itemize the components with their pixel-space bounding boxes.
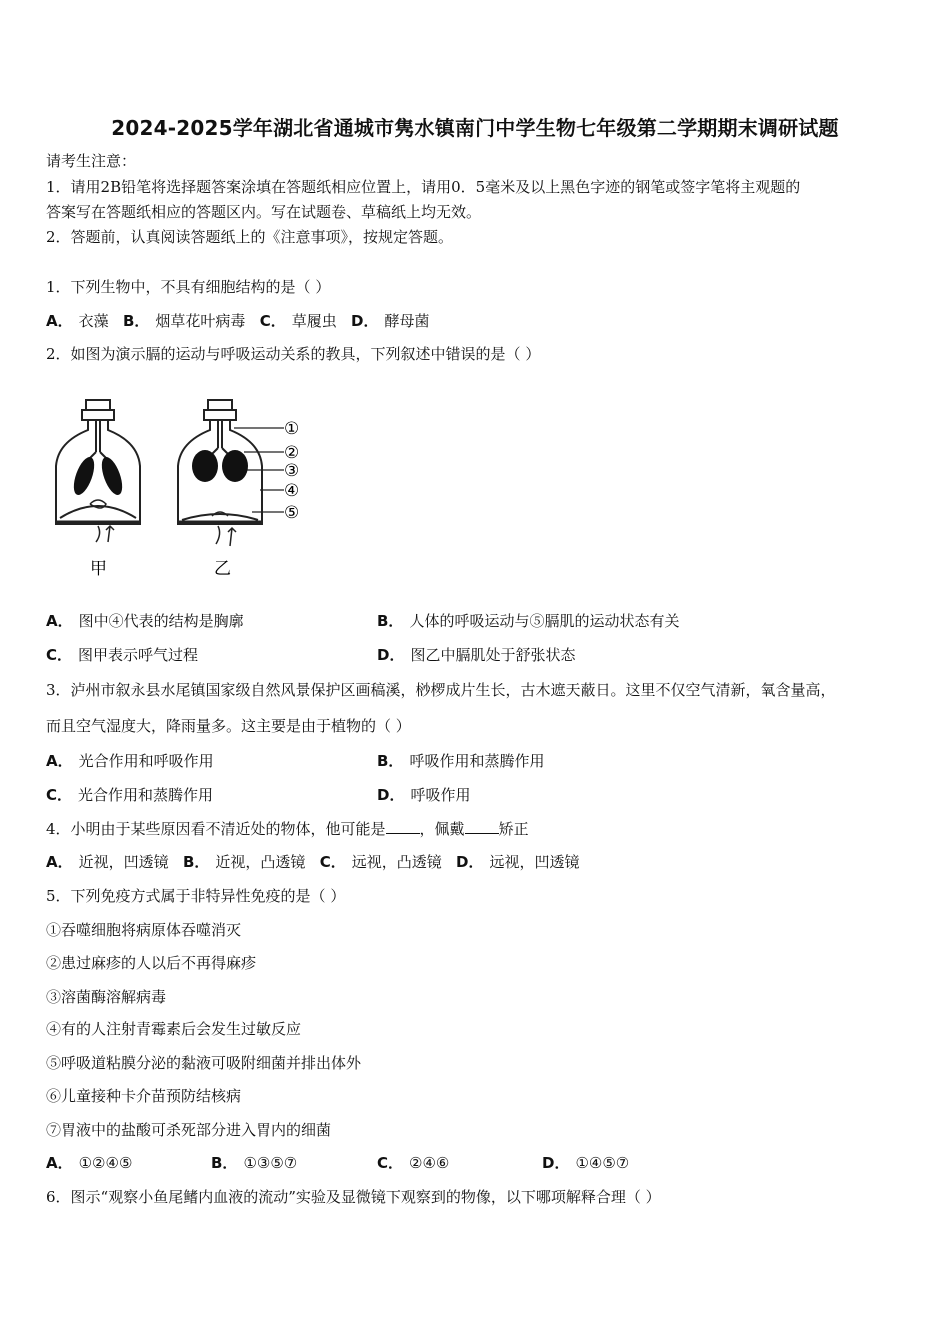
q4-option-b[interactable]: B． 近视，凸透镜 — [182, 853, 306, 871]
q3-option-a[interactable]: A． 光合作用和呼吸作用 — [46, 752, 214, 770]
q4-stem: 4．小明由于某些原因看不清近处的物体，他可能是 ，佩戴 矫正 — [46, 820, 529, 838]
q1-option-b[interactable]: B． 烟草花叶病毒 — [122, 312, 246, 330]
q2-option-a[interactable]: A． 图中④代表的结构是胸廓 — [46, 612, 244, 630]
jar-jia — [56, 400, 140, 542]
q1-stem: 1．下列生物中，不具有细胞结构的是（ ） — [46, 278, 331, 296]
q5-option-b[interactable]: B． ①③⑤⑦ — [211, 1154, 298, 1172]
q1-option-c[interactable]: C． 草履虫 — [259, 312, 337, 330]
q4-option-c[interactable]: C． 远视，凸透镜 — [319, 853, 442, 871]
caption-yi: 乙 — [214, 559, 231, 579]
q4-blank-2[interactable] — [465, 819, 499, 834]
q1-option-d[interactable]: D． 酵母菌 — [351, 312, 430, 330]
notice-heading: 请考生注意： — [46, 152, 137, 170]
q5-item-6: ⑥儿童接种卡介苗预防结核病 — [46, 1087, 242, 1105]
q3-stem-line-2: 而且空气湿度大，降雨量多。这主要是由于植物的（ ） — [46, 717, 411, 735]
marker-2: ② — [284, 443, 300, 463]
caption-jia: 甲 — [90, 559, 107, 579]
q3-option-d[interactable]: D． 呼吸作用 — [377, 786, 471, 804]
q5-item-4: ④有的人注射青霉素后会发生过敏反应 — [46, 1020, 302, 1038]
q3-option-b[interactable]: B． 呼吸作用和蒸腾作用 — [377, 752, 545, 770]
diaphragm-model-figure — [48, 386, 308, 586]
marker-1: ① — [284, 419, 300, 439]
q2-stem: 2．如图为演示膈的运动与呼吸运动关系的教具，下列叙述中错误的是（ ） — [46, 345, 541, 363]
q5-option-a[interactable]: A． ①②④⑤ — [46, 1154, 133, 1172]
q5-item-7: ⑦胃液中的盐酸可杀死部分进入胃内的细菌 — [46, 1121, 332, 1139]
q6-stem: 6．图示“观察小鱼尾鳍内血液的流动”实验及显微镜下观察到的物像，以下哪项解释合理（ ） — [46, 1188, 661, 1206]
q2-option-c[interactable]: C． 图甲表示呼气过程 — [46, 646, 199, 664]
q5-item-2: ②患过麻疹的人以后不再得麻疹 — [46, 954, 257, 972]
notice-item-1-line-1: 1．请用2B铅笔将选择题答案涂填在答题纸相应位置上，请用0．5毫米及以上黑色字迹的钢笔或签字笔将主观题的 — [46, 178, 801, 196]
marker-4: ④ — [284, 481, 300, 501]
q4-options — [46, 852, 580, 872]
q5-option-c[interactable]: C． ②④⑥ — [377, 1154, 450, 1172]
notice-item-2: 2．答题前，认真阅读答题纸上的《注意事项》，按规定答题。 — [46, 228, 454, 246]
q5-item-3: ③溶菌酶溶解病毒 — [46, 988, 167, 1006]
bell-jar-diagram — [48, 386, 308, 586]
marker-5: ⑤ — [284, 503, 300, 523]
q2-option-d[interactable]: D． 图乙中膈肌处于舒张状态 — [377, 646, 576, 664]
page-title: 2024-2025学年湖北省通城市隽水镇南门中学生物七年级第二学期期末调研试题 — [111, 116, 839, 140]
q5-item-1: ①吞噬细胞将病原体吞噬消灭 — [46, 921, 242, 939]
q4-option-a[interactable]: A． 近视，凹透镜 — [46, 853, 169, 871]
q1-option-a[interactable]: A． 衣藻 — [46, 312, 109, 330]
q3-stem-line-1: 3．泸州市叙永县水尾镇国家级自然风景保护区画稿溪，桫椤成片生长，古木遮天蔽日。这里不仅空气清新，氧含量高， — [46, 681, 836, 699]
marker-3: ③ — [284, 461, 300, 481]
notice-item-1-line-2: 答案写在答题纸相应的答题区内。写在试题卷、草稿纸上均无效。 — [46, 203, 482, 221]
q2-option-b[interactable]: B． 人体的呼吸运动与⑤膈肌的运动状态有关 — [377, 612, 680, 630]
q4-blank-1[interactable] — [386, 819, 420, 834]
q5-option-d[interactable]: D． ①④⑤⑦ — [542, 1154, 630, 1172]
q5-item-5: ⑤呼吸道粘膜分泌的黏液可吸附细菌并排出体外 — [46, 1054, 362, 1072]
q3-option-c[interactable]: C． 光合作用和蒸腾作用 — [46, 786, 214, 804]
q4-option-d[interactable]: D． 远视，凹透镜 — [456, 853, 580, 871]
q5-stem: 5．下列免疫方式属于非特异性免疫的是（ ） — [46, 887, 346, 905]
q1-options — [46, 311, 430, 331]
